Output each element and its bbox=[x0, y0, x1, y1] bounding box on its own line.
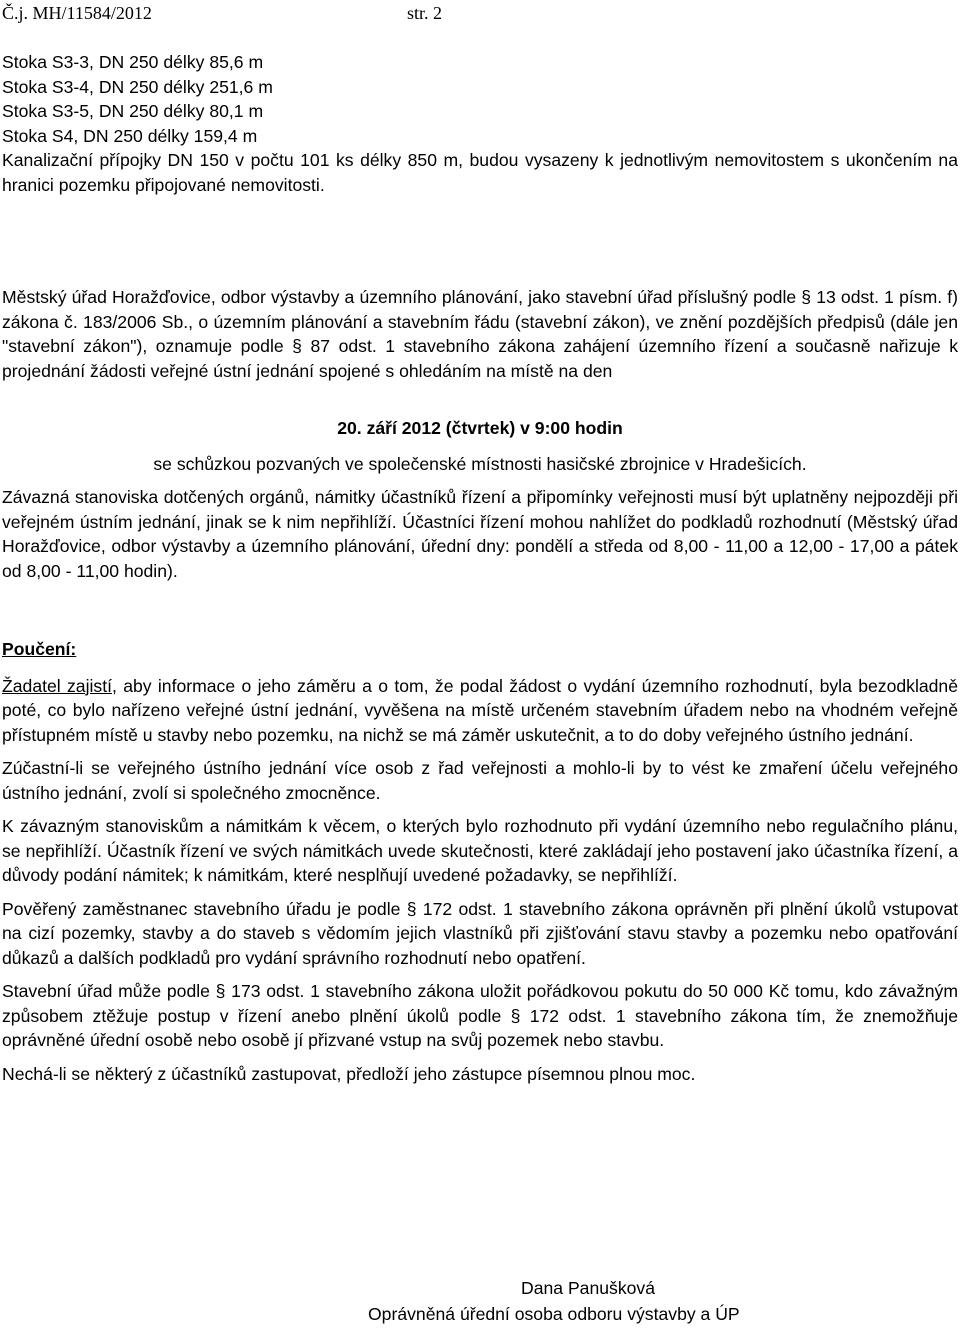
instruction-paragraph-3: K závazným stanoviskům a námitkám k věcem, o kterých bylo rozhodnuto při vydání územního nebo regulačního plánu, se nepřihlíží. Účastník řízení ve svých námitkách uvede skutečnosti, které zakládají jeho postavení jako účastníka řízení, a důvody podání námitek; k námitkám, které nesplňují uvedené požadavky, se nepřihlíží. bbox=[2, 816, 958, 885]
instruction-section bbox=[2, 637, 958, 1086]
page-header bbox=[2, 0, 443, 26]
connections-paragraph: Kanalizační přípojky DN 150 v počtu 101 ks délky 850 m, budou vysazeny k jednotlivým nemovitostem s ukončením na hranici pozemku připojované nemovitosti. bbox=[2, 150, 958, 195]
instruction-heading bbox=[2, 637, 958, 662]
hearing-section bbox=[2, 416, 958, 476]
opinions-section bbox=[2, 485, 958, 583]
page-number: str. 2 bbox=[407, 3, 443, 23]
reference-number: Č.j. MH/11584/2012 bbox=[2, 3, 152, 23]
instruction-paragraph-5: Stavební úřad může podle § 173 odst. 1 stavebního zákona uložit pořádkovou pokutu do 50 000 Kč tomu, kdo závažným způsobem ztěžuje postup v řízení anebo plnění úkolů podle § 172 odst. 1 stavebního zákona tím, že znemožňuje oprávněné úřední osobě nebo osobě jí přizvané vstup na svůj pozemek nebo stavbu. bbox=[2, 981, 958, 1050]
instruction-heading-text: Poučení: bbox=[2, 639, 77, 659]
instruction-paragraph-1 bbox=[2, 674, 958, 748]
announcement-paragraph: Městský úřad Horažďovice, odbor výstavby a územního plánování, jako stavební úřad příslušný podle § 13 odst. 1 písm. f) zákona č. 183/2006 Sb., o územním plánování a stavebním řádu (stavební zákon), ve znění pozdějších předpisů (dále jen "stavební zákon"), oznamuje podle § 87 odst. 1 stavebního zákona zahájení územního řízení a současně nařizuje k projednání žádosti veřejné ústní jednání spojené s ohledáním na místě na den bbox=[2, 287, 958, 381]
instruction-paragraph-1-text: , aby informace o jeho záměru a o tom, že podal žádost o vydání územního rozhodnutí, byla bezodkladně poté, co bylo nařízeno veřejné ústní jednání, vyvěšena na místě určeném stavebním úřadem nebo na vhodném veřejně přístupném místě u stavby nebo pozemku, na nichž se má záměr uskutečnit, a to do doby veřejného ústního jednání. bbox=[2, 675, 958, 745]
sewer-list bbox=[2, 50, 958, 197]
signature-block bbox=[368, 1275, 808, 1327]
instruction-paragraph-4: Pověřený zaměstnanec stavebního úřadu je podle § 172 odst. 1 stavebního zákona oprávněn při plnění úkolů vstupovat na cizí pozemky, stavby a do staveb s vědomím jejich vlastníků při zjišťování stavu stavby a pozemku nebo opatřování důkazů a dalších podkladů pro vydání správního rozhodnutí nebo opatření. bbox=[2, 898, 958, 968]
opinions-paragraph: Závazná stanoviska dotčených orgánů, námitky účastníků řízení a připomínky veřejnosti musí být uplatněny nejpozději při veřejném ústním jednání, jinak se k nim nepřihlíží. Účastníci řízení mohou nahlížet do podkladů rozhodnutí (Městský úřad Horažďovice, odbor výstavby a územního plánování, úřední dny: pondělí a středa od 8,00 - 11,00 a 12,00 - 17,00 a pátek od 8,00 - 11,00 hodin). bbox=[2, 487, 958, 581]
signatory-role: Oprávněná úřední osoba odboru výstavby a ÚP bbox=[368, 1304, 740, 1324]
instruction-paragraph-6: Nechá-li se některý z účastníků zastupovat, předloží jeho zástupce písemnou plnou moc. bbox=[2, 1063, 696, 1084]
announcement-section bbox=[2, 285, 958, 383]
instruction-paragraph-2: Zúčastní-li se veřejného ústního jednání více osob z řad veřejnosti a mohlo-li by to vést ke zmaření účelu veřejného ústního jednání, zvolí si společného zmocněnce. bbox=[2, 758, 958, 803]
sewer-item: Stoka S3-3, DN 250 délky 85,6 m bbox=[2, 52, 264, 72]
hearing-date: 20. září 2012 (čtvrtek) v 9:00 hodin bbox=[337, 418, 623, 438]
meeting-place: se schůzkou pozvaných ve společenské místnosti hasičské zbrojnice v Hradešicích. bbox=[153, 453, 807, 474]
sewer-item: Stoka S4, DN 250 délky 159,4 m bbox=[2, 125, 258, 146]
sewer-item: Stoka S3-5, DN 250 délky 80,1 m bbox=[2, 101, 264, 121]
sewer-item: Stoka S3-4, DN 250 délky 251,6 m bbox=[2, 76, 273, 97]
signatory-name: Dana Panušková bbox=[521, 1278, 655, 1298]
applicant-lead: Žadatel zajistí bbox=[2, 675, 112, 696]
